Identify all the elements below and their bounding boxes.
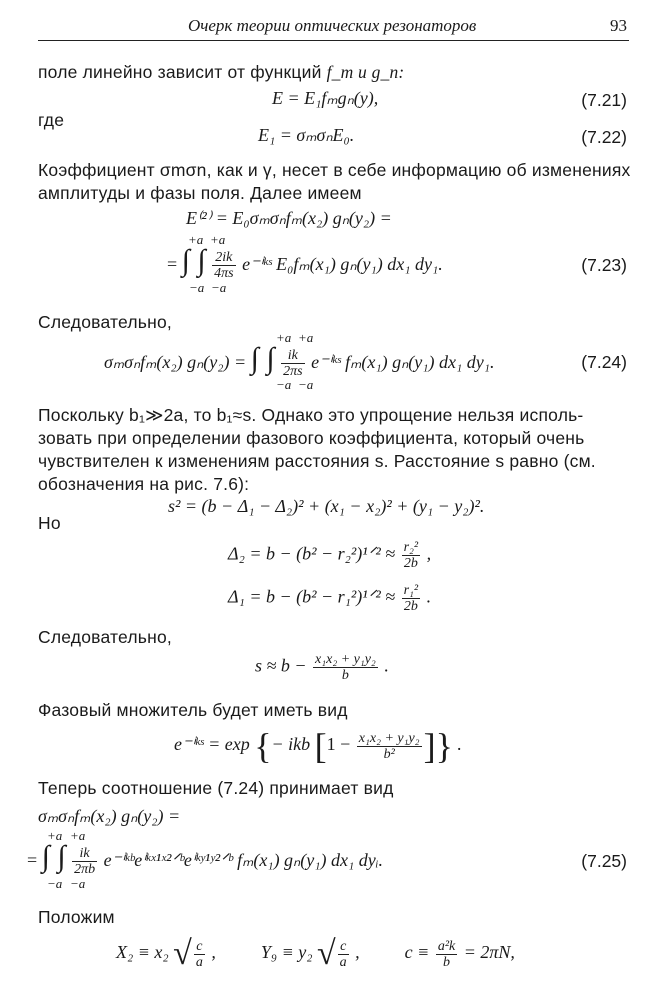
text-line: поле линейно зависит от функций f_m и g_n: (38, 62, 405, 82)
equation-7-22: E₁ = σₘσₙE₀. (258, 125, 355, 145)
lower-limit: −a (189, 280, 205, 295)
text-line: Теперь соотношение (7.24) принимает вид (38, 778, 394, 798)
fraction: $\frac{2ik}{4\pi s}$ (214, 250, 234, 282)
header-title: Очерк теории оптических резонаторов (188, 16, 477, 35)
equation-s-squared: s² = (b − Δ₁ − Δ₂)² + (x₁ − x₂)² + (y₁ − y₂)². (168, 496, 485, 516)
equation-7-21: E = E₁fₘgₙ(y), (272, 88, 379, 108)
lower-limit: −a (211, 280, 227, 295)
equation-delta-1: Δ₁ = b − (b² − r₁²)¹ᐟ² ≈ $\frac{\text{r₁²}}{2b}$ . (228, 583, 432, 614)
page-number: 93 (610, 16, 627, 35)
lower-limit: −a (298, 377, 314, 392)
upper-limit: +a (70, 828, 86, 843)
text-line: Поскольку b₁≫2a, то b₁≈s. Однако это упрощение нельзя исполь- (38, 405, 584, 425)
text-line: Но (38, 513, 61, 533)
upper-limit: +a (210, 232, 226, 247)
fraction: $\frac{c}{a}$ (195, 938, 203, 970)
text-line: Следовательно, (38, 312, 172, 332)
equation-number: (7.21) (581, 90, 627, 110)
text-line: где (38, 110, 65, 130)
fraction: $\frac{ik}{2\pi b}$ (74, 846, 96, 878)
text-line: Фазовый множитель будет иметь вид (38, 700, 348, 720)
text-line: амплитуды и фазы поля. Далее имеем (38, 183, 362, 203)
text-line: зовать при определении фазового коэффициента, который очень (38, 428, 585, 448)
fraction: $\frac{ik}{2\pi s}$ (283, 348, 303, 380)
fraction: $\frac{\text{x₁x₂ + y₁y₂}}{\text{b²}}$ (358, 730, 420, 762)
equation-phase-factor: e⁻ⁱᵏˢ = exp {− ikb [1 − $\frac{\text{x₁x₂ + y₁y₂}}{\text{b²}}$ ]} . (174, 726, 462, 766)
upper-limit: +a (47, 828, 63, 843)
equation-7-23-line1: E⁽²⁾ = E₀σₘσₙfₘ(x₂) gₙ(y₂) = (186, 208, 392, 228)
equation-number: (7.22) (581, 127, 627, 147)
equation-7-23-line2: = ∫ ∫ $\frac{2ik}{4\pi s}$ e⁻ⁱᵏˢ E₀fₘ(x₁) gₙ(y₁) dx₁ dy₁. (167, 244, 443, 282)
equation-7-24: σₘσₙfₘ(x₂) gₙ(y₂) = ∫ ∫ $\frac{ik}{2\pi s}$ e⁻ⁱᵏˢ fₘ(x₁) gₙ(y₁) dx₁ dy₁. (104, 342, 495, 380)
equation-number: (7.25) (581, 851, 627, 871)
equation-7-25-line2: = ∫ ∫ $\frac{ik}{2\pi b}$ e⁻ⁱᵏᵇeⁱᵏˣ¹ˣ²ᐟᵇeⁱᵏʸ¹ʸ²ᐟᵇ fₘ(x₁) gₙ(y₁) dx₁ dyᵢ. (27, 840, 384, 878)
lower-limit: −a (47, 876, 63, 891)
fraction: $\frac{\text{r₁²}}{2b}$ (403, 583, 419, 614)
equation-7-25-line1: σₘσₙfₘ(x₂) gₙ(y₂) = (38, 806, 181, 826)
equation-delta-2: Δ₂ = b − (b² − r₂²)¹ᐟ² ≈ $\frac{\text{r₂²}}{2b}$ , (228, 540, 432, 571)
text-line: Следовательно, (38, 627, 172, 647)
equation-number: (7.23) (581, 255, 627, 275)
lower-limit: −a (276, 377, 292, 392)
fraction: $\frac{\text{r₂²}}{2b}$ (403, 540, 419, 571)
equation-substitution: X₂ ≡ x₂ √ $\frac{c}{a}$ , Y₉ ≡ y₂ √ $\frac{c}{a}$ , c ≡ $\frac{\text{a²k}}{b}$ = 2πN, (116, 935, 515, 972)
text-line: чувствителен к изменениям расстояния s. Расстояние s равно (см. (38, 451, 596, 471)
lower-limit: −a (70, 876, 86, 891)
fraction: $\frac{\text{x₁x₂ + y₁y₂}}{b}$ (315, 652, 376, 683)
running-header (38, 14, 629, 41)
equation-number: (7.24) (581, 352, 627, 372)
text-line: Положим (38, 907, 115, 927)
fraction: $\frac{c}{a}$ (339, 938, 347, 970)
upper-limit: +a (188, 232, 204, 247)
text-line: обозначения на рис. 7.6): (38, 474, 250, 494)
upper-limit: +a (298, 330, 314, 345)
equation-s-approx: s ≈ b − $\frac{\text{x₁x₂ + y₁y₂}}{b}$ . (255, 652, 389, 683)
upper-limit: +a (276, 330, 292, 345)
text-line: Коэффициент σmσn, как и γ, несет в себе информацию об изменениях (38, 160, 631, 180)
fraction: $\frac{\text{a²k}}{b}$ (437, 938, 456, 970)
